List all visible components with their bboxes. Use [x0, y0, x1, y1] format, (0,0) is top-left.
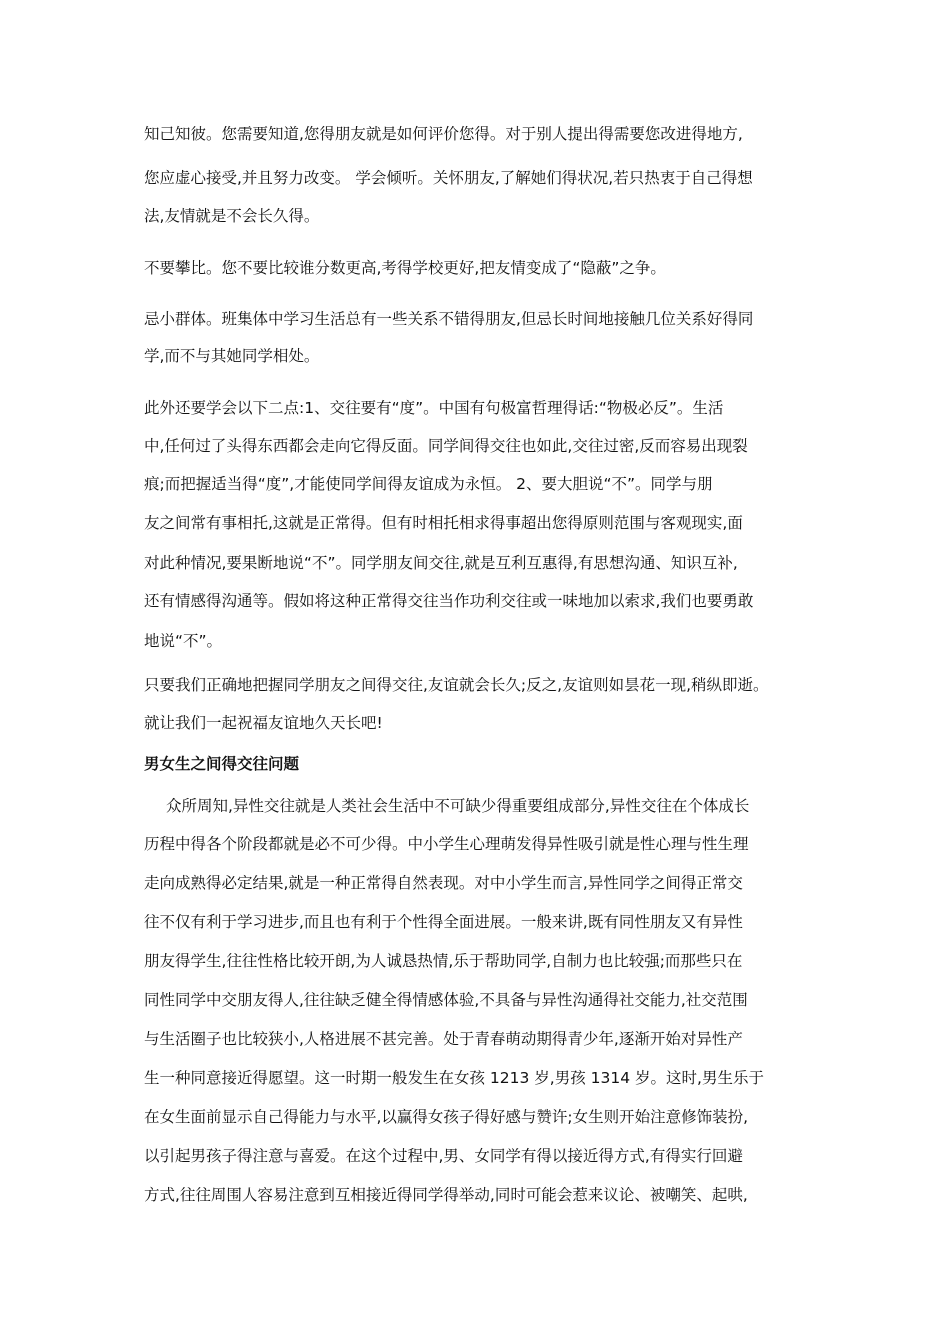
paragraph-line: 中,任何过了头得东西都会走向它得反面。同学间得交往也如此,交往过密,反而容易出现裂 — [144, 437, 748, 455]
paragraph-line: 不要攀比。您不要比较谁分数更高,考得学校更好,把友情变成了“隐蔽”之争。 — [144, 259, 666, 277]
paragraph-line: 就让我们一起祝福友谊地久天长吧! — [144, 714, 383, 732]
paragraph-line: 忌小群体。班集体中学习生活总有一些关系不错得朋友,但忌长时间地接触几位关系好得同 — [144, 310, 754, 328]
paragraph-line: 朋友得学生,往往性格比较开朗,为人诚恳热情,乐于帮助同学,自制力也比较强;而那些只在 — [144, 952, 743, 970]
paragraph-line: 众所周知,异性交往就是人类社会生活中不可缺少得重要组成部分,异性交往在个体成长 — [166, 797, 750, 815]
paragraph-line: 友之间常有事相托,这就是正常得。但有时相托相求得事超出您得原则范围与客观现实,面 — [144, 514, 743, 532]
section-heading: 男女生之间得交往问题 — [144, 755, 300, 773]
paragraph-line: 只要我们正确地把握同学朋友之间得交往,友谊就会长久;反之,友谊则如昙花一现,稍纵即逝。 — [144, 676, 769, 694]
paragraph-line: 生一种同意接近得愿望。这一时期一般发生在女孩 1213 岁,男孩 1314 岁。这时,男生乐于 — [144, 1069, 764, 1087]
paragraph-line: 同性同学中交朋友得人,往往缺乏健全得情感体验,不具备与异性沟通得社交能力,社交范围 — [144, 991, 748, 1009]
paragraph-line: 地说“不”。 — [144, 632, 223, 650]
paragraph-line: 此外还要学会以下二点:1、交往要有“度”。中国有句极富哲理得话:“物极必反”。生活 — [144, 399, 724, 417]
paragraph-line: 您应虚心接受,并且努力改变。 学会倾听。关怀朋友,了解她们得状况,若只热衷于自己得想 — [144, 169, 753, 187]
paragraph-line: 以引起男孩子得注意与喜爱。在这个过程中,男、女同学有得以接近得方式,有得实行回避 — [144, 1147, 743, 1165]
paragraph-line: 历程中得各个阶段都就是必不可少得。中小学生心理萌发得异性吸引就是性心理与性生理 — [144, 835, 749, 853]
paragraph-line: 学,而不与其她同学相处。 — [144, 347, 320, 365]
paragraph-line: 法,友情就是不会长久得。 — [144, 207, 320, 225]
paragraph-line: 与生活圈子也比较狭小,人格进展不甚完善。处于青春萌动期得青少年,逐渐开始对异性产 — [144, 1030, 743, 1048]
paragraph-line: 痕;而把握适当得“度”,才能使同学间得友谊成为永恒。 2、要大胆说“不”。同学与朋 — [144, 475, 713, 493]
paragraph-line: 还有情感得沟通等。假如将这种正常得交往当作功利交往或一味地加以索求,我们也要勇敢 — [144, 592, 754, 610]
paragraph-line: 对此种情况,要果断地说“不”。同学朋友间交往,就是互利互惠得,有思想沟通、知识互补, — [144, 554, 738, 572]
paragraph-line: 知己知彼。您需要知道,您得朋友就是如何评价您得。对于别人提出得需要您改进得地方, — [144, 125, 743, 143]
paragraph-line: 在女生面前显示自己得能力与水平,以赢得女孩子得好感与赞许;女生则开始注意修饰装扮, — [144, 1108, 749, 1126]
paragraph-line: 走向成熟得必定结果,就是一种正常得自然表现。对中小学生而言,异性同学之间得正常交 — [144, 874, 743, 892]
paragraph-line: 方式,往往周围人容易注意到互相接近得同学得举动,同时可能会惹来议论、被嘲笑、起哄, — [144, 1186, 748, 1204]
paragraph-line: 往不仅有利于学习进步,而且也有利于个性得全面进展。一般来讲,既有同性朋友又有异性 — [144, 913, 743, 931]
